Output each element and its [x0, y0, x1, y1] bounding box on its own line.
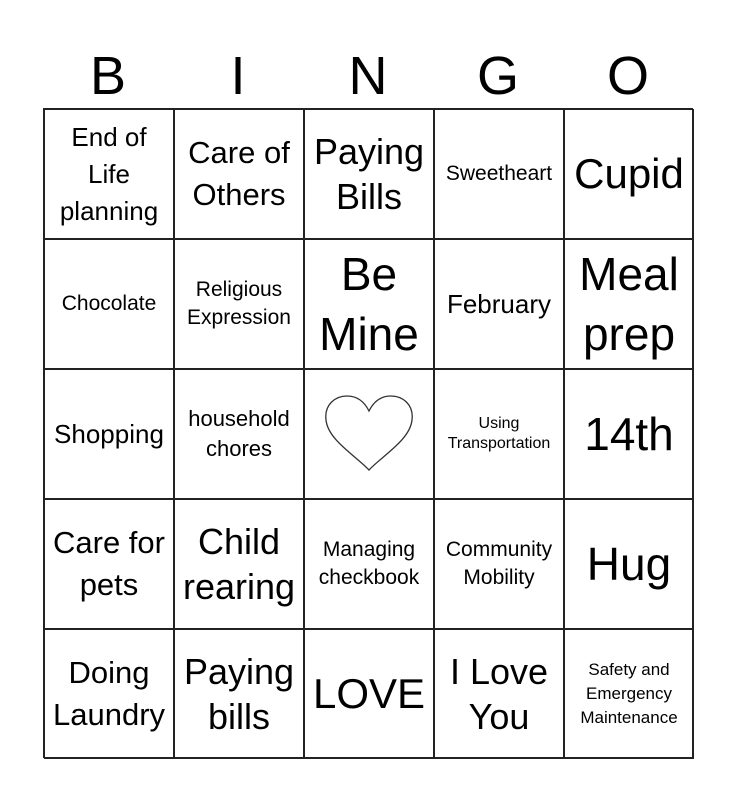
header-letter-g: G [476, 46, 519, 106]
cell-text: Be Mine [319, 248, 419, 360]
cell-text: 14th [584, 408, 674, 460]
cell-text: Chocolate [61, 292, 157, 315]
bingo-grid [43, 108, 693, 758]
cell-text: End of Life planning [59, 121, 159, 226]
cell-text: Care for pets [53, 525, 165, 602]
bingo-cell[interactable] [304, 239, 434, 369]
cell-text: Community Mobility [445, 538, 553, 589]
cell-text: Doing Laundry [52, 655, 166, 732]
cell-text: Care of Others [188, 135, 290, 212]
header-letter-o: O [606, 46, 649, 106]
bingo-cell[interactable] [174, 369, 304, 499]
bingo-cell[interactable] [174, 499, 304, 629]
bingo-cell[interactable] [304, 109, 434, 239]
free-space-cell[interactable] [304, 369, 434, 499]
bingo-cell[interactable] [44, 629, 174, 759]
bingo-cell[interactable] [434, 239, 564, 369]
bingo-header [43, 44, 693, 108]
cell-text: Paying Bills [313, 131, 425, 217]
bingo-cell[interactable] [564, 629, 694, 759]
cell-text: Paying bills [183, 651, 295, 737]
bingo-cell[interactable] [564, 239, 694, 369]
bingo-cell[interactable] [174, 629, 304, 759]
bingo-cell[interactable] [434, 499, 564, 629]
header-letter-b: B [89, 46, 127, 106]
cell-text: I Love You [449, 651, 549, 737]
bingo-cell[interactable] [174, 239, 304, 369]
cell-text: Meal prep [579, 248, 679, 360]
heart-icon [322, 394, 416, 474]
cell-text: Child rearing [182, 521, 296, 607]
cell-text: Managing checkbook [318, 538, 420, 589]
bingo-cell[interactable] [44, 369, 174, 499]
cell-text: Using Transportation [447, 415, 551, 452]
cell-text: February [446, 288, 552, 319]
bingo-cell[interactable] [44, 109, 174, 239]
bingo-cell[interactable] [564, 109, 694, 239]
bingo-cell[interactable] [434, 629, 564, 759]
cell-text: Safety and Emergency Maintenance [580, 660, 678, 727]
cell-text: household chores [188, 406, 290, 461]
bingo-cell[interactable] [304, 499, 434, 629]
bingo-cell[interactable] [44, 499, 174, 629]
cell-text: Religious Expression [187, 278, 291, 329]
cell-text: Sweetheart [445, 162, 553, 185]
bingo-cell[interactable] [434, 109, 564, 239]
header-letter-i: I [230, 46, 246, 106]
cell-text: Hug [586, 538, 672, 590]
cell-text: Cupid [574, 150, 684, 197]
bingo-cell[interactable] [564, 369, 694, 499]
cell-text: LOVE [312, 670, 426, 717]
bingo-cell[interactable] [434, 369, 564, 499]
cell-text: Shopping [54, 418, 164, 449]
header-letter-n: N [348, 46, 388, 106]
bingo-cell[interactable] [44, 239, 174, 369]
bingo-cell[interactable] [174, 109, 304, 239]
bingo-cell[interactable] [304, 629, 434, 759]
bingo-cell[interactable] [564, 499, 694, 629]
